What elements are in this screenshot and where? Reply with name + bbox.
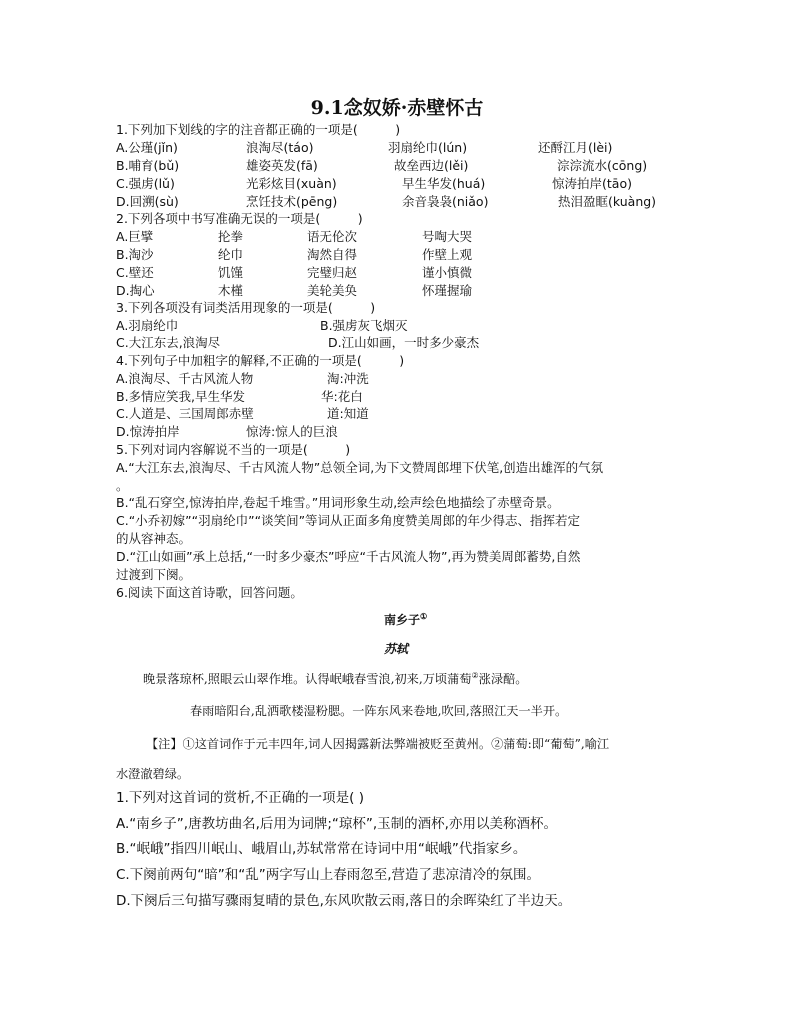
q1-option-b4: 淙淙流水(cōng) [557,158,648,173]
q1-stem: 1.下列加下划线的字的注音都正确的一项是( ) [116,122,401,137]
q4-option-d-gloss: 惊涛:惊人的巨浪 [246,424,338,439]
q1-option-b1: B.哺育(bǔ) [116,158,180,173]
q1-option-d2: 烹饪技术(pēng) [246,194,338,209]
q3-option-a: A.羽扇纶巾 [116,318,179,333]
poem-note-line-2: 水澄澈碧绿。 [116,767,190,781]
q5-option-d: D.“江山如画”承上总括,“一时多少豪杰”呼应“千古风流人物”,再为赞美周郎蓄势,自然 [116,549,581,564]
q1-option-d3: 余音袅袅(niǎo) [402,194,489,209]
q1-option-c3: 早生华发(huá) [402,176,486,191]
q5-stem: 5.下列对词内容解说不当的一项是( ) [116,442,351,457]
q2-option-b3: 淘然自得 [307,247,358,262]
q4-option-c: C.人道是、三国周郎赤壁 [116,406,254,421]
q1-option-a3: 羽扇纶巾(lún) [388,140,468,155]
poem-line-1-note-mark: ② [471,670,479,680]
poem-line-1-text: 晚景落琼杯,照眼云山翠作堆。认得岷峨春雪浪,初来,万顷蒲萄 [143,672,472,686]
poem-title [384,611,427,628]
poem-author: 苏轼 [384,642,409,656]
q5-option-b: B.“乱石穿空,惊涛拍岸,卷起千堆雪。”用词形象生动,绘声绘色地描绘了赤壁奇景。 [116,495,560,510]
q2-option-b1: B.淘沙 [116,247,154,262]
q1-option-d4: 热泪盈眶(kuàng) [558,194,657,209]
q2-option-d2: 木槿 [218,283,244,298]
q3-option-b: B.强虏灰飞烟灭 [320,318,408,333]
q1-option-b3: 故垒西边(lěi) [394,158,469,173]
q2-option-c4: 谨小慎微 [422,265,473,280]
q3-option-c: C.大江东去,浪淘尽 [116,335,221,350]
page-title: 9.1念奴娇·赤壁怀古 [310,97,484,119]
q6-option-c: C.下阕前两句“暗”和“乱”两字写山上春雨忽至,营造了悲凉清冷的氛围。 [116,867,540,883]
q2-option-c3: 完璧归赵 [307,265,358,280]
q5-option-a-cont: 。 [116,478,129,493]
q1-option-c1: C.强虏(lǔ) [116,176,175,191]
q2-option-a4: 号啕大哭 [422,229,473,244]
q5-option-d-cont: 过渡到下阕。 [116,567,192,582]
q5-option-a: A.“大江东去,浪淘尽、千古风流人物”总领全词,为下文赞周郎埋下伏笔,创造出雄浑的气氛 [116,460,604,475]
q4-stem: 4.下列句子中加粗字的解释,不正确的一项是( ) [116,353,405,368]
q1-option-d1: D.回溯(sù) [116,194,179,209]
q6-option-a: A.“南乡子”,唐教坊曲名,后用为词牌;“琼杯”,玉制的酒杯,亦用以美称酒杯。 [116,816,557,832]
q2-option-d3: 美轮美奂 [307,283,358,298]
q2-option-a3: 语无伦次 [307,229,358,244]
poem-line-1 [143,670,527,687]
q5-option-c: C.“小乔初嫁”“羽扇纶巾”“谈笑间”等词从正面多角度赞美周郎的年少得志、指挥若定 [116,513,581,528]
q4-option-a-gloss: 淘:冲洗 [327,371,369,386]
q3-option-d: D.江山如画，一时多少豪杰 [328,335,480,350]
poem-line-2: 春雨暗阳台,乱洒歌楼湿粉腮。一阵东风来卷地,吹回,落照江天一半开。 [190,704,568,718]
q6-option-b: B.“岷峨”指四川岷山、峨眉山,苏轼常常在诗词中用“岷峨”代指家乡。 [116,841,527,857]
q1-option-a1: A.公瑾(jǐn) [116,140,178,155]
q1-option-c4: 惊涛拍岸(tāo) [552,176,632,191]
q2-option-a1: A.巨擘 [116,229,154,244]
poem-title-text: 南乡子 [384,613,421,627]
q2-option-d1: D.掏心 [116,283,155,298]
q4-option-b-gloss: 华:花白 [321,389,363,404]
q6-option-d: D.下阕后三句描写骤雨复晴的景色,东风吹散云雨,落日的余晖染红了半边天。 [116,893,572,909]
q4-option-b: B.多情应笑我,早生华发 [116,389,246,404]
q2-option-b4: 作壁上观 [422,247,473,262]
poem-title-note-mark: ① [420,611,428,621]
q6-sub-stem: 1.下列对这首词的赏析,不正确的一项是( ) [116,790,364,806]
q2-stem: 2.下列各项中书写准确无误的一项是( ) [116,211,363,226]
q1-option-a2: 浪淘尽(táo) [246,140,314,155]
q1-option-c2: 光彩炫目(xuàn) [246,176,337,191]
q1-option-a4: 还酹江月(lèi) [538,140,613,155]
q2-option-a2: 抡拳 [218,229,244,244]
q4-option-c-gloss: 道:知道 [327,406,369,421]
q4-option-a: A.浪淘尽、千古风流人物 [116,371,254,386]
q2-option-c2: 饥馑 [218,265,244,280]
q2-option-d4: 怀瑾握瑜 [422,283,473,298]
q4-option-d: D.惊涛拍岸 [116,424,180,439]
q1-option-b2: 雄姿英发(fā) [246,158,318,173]
q2-option-c1: C.壁还 [116,265,154,280]
poem-line-1-tail: 涨渌醅。 [478,672,528,686]
q2-option-b2: 纶巾 [218,247,244,262]
q3-stem: 3.下列各项没有词类活用现象的一项是( ) [116,300,376,315]
q6-stem: 6.阅读下面这首诗歌，回答问题。 [116,585,303,600]
poem-note-line-1: 【注】①这首词作于元丰四年,词人因揭露新法弊端被贬至黄州。②蒲萄:即“葡萄”,喻江 [146,737,610,751]
q5-option-c-cont: 的从容神态。 [116,531,192,546]
